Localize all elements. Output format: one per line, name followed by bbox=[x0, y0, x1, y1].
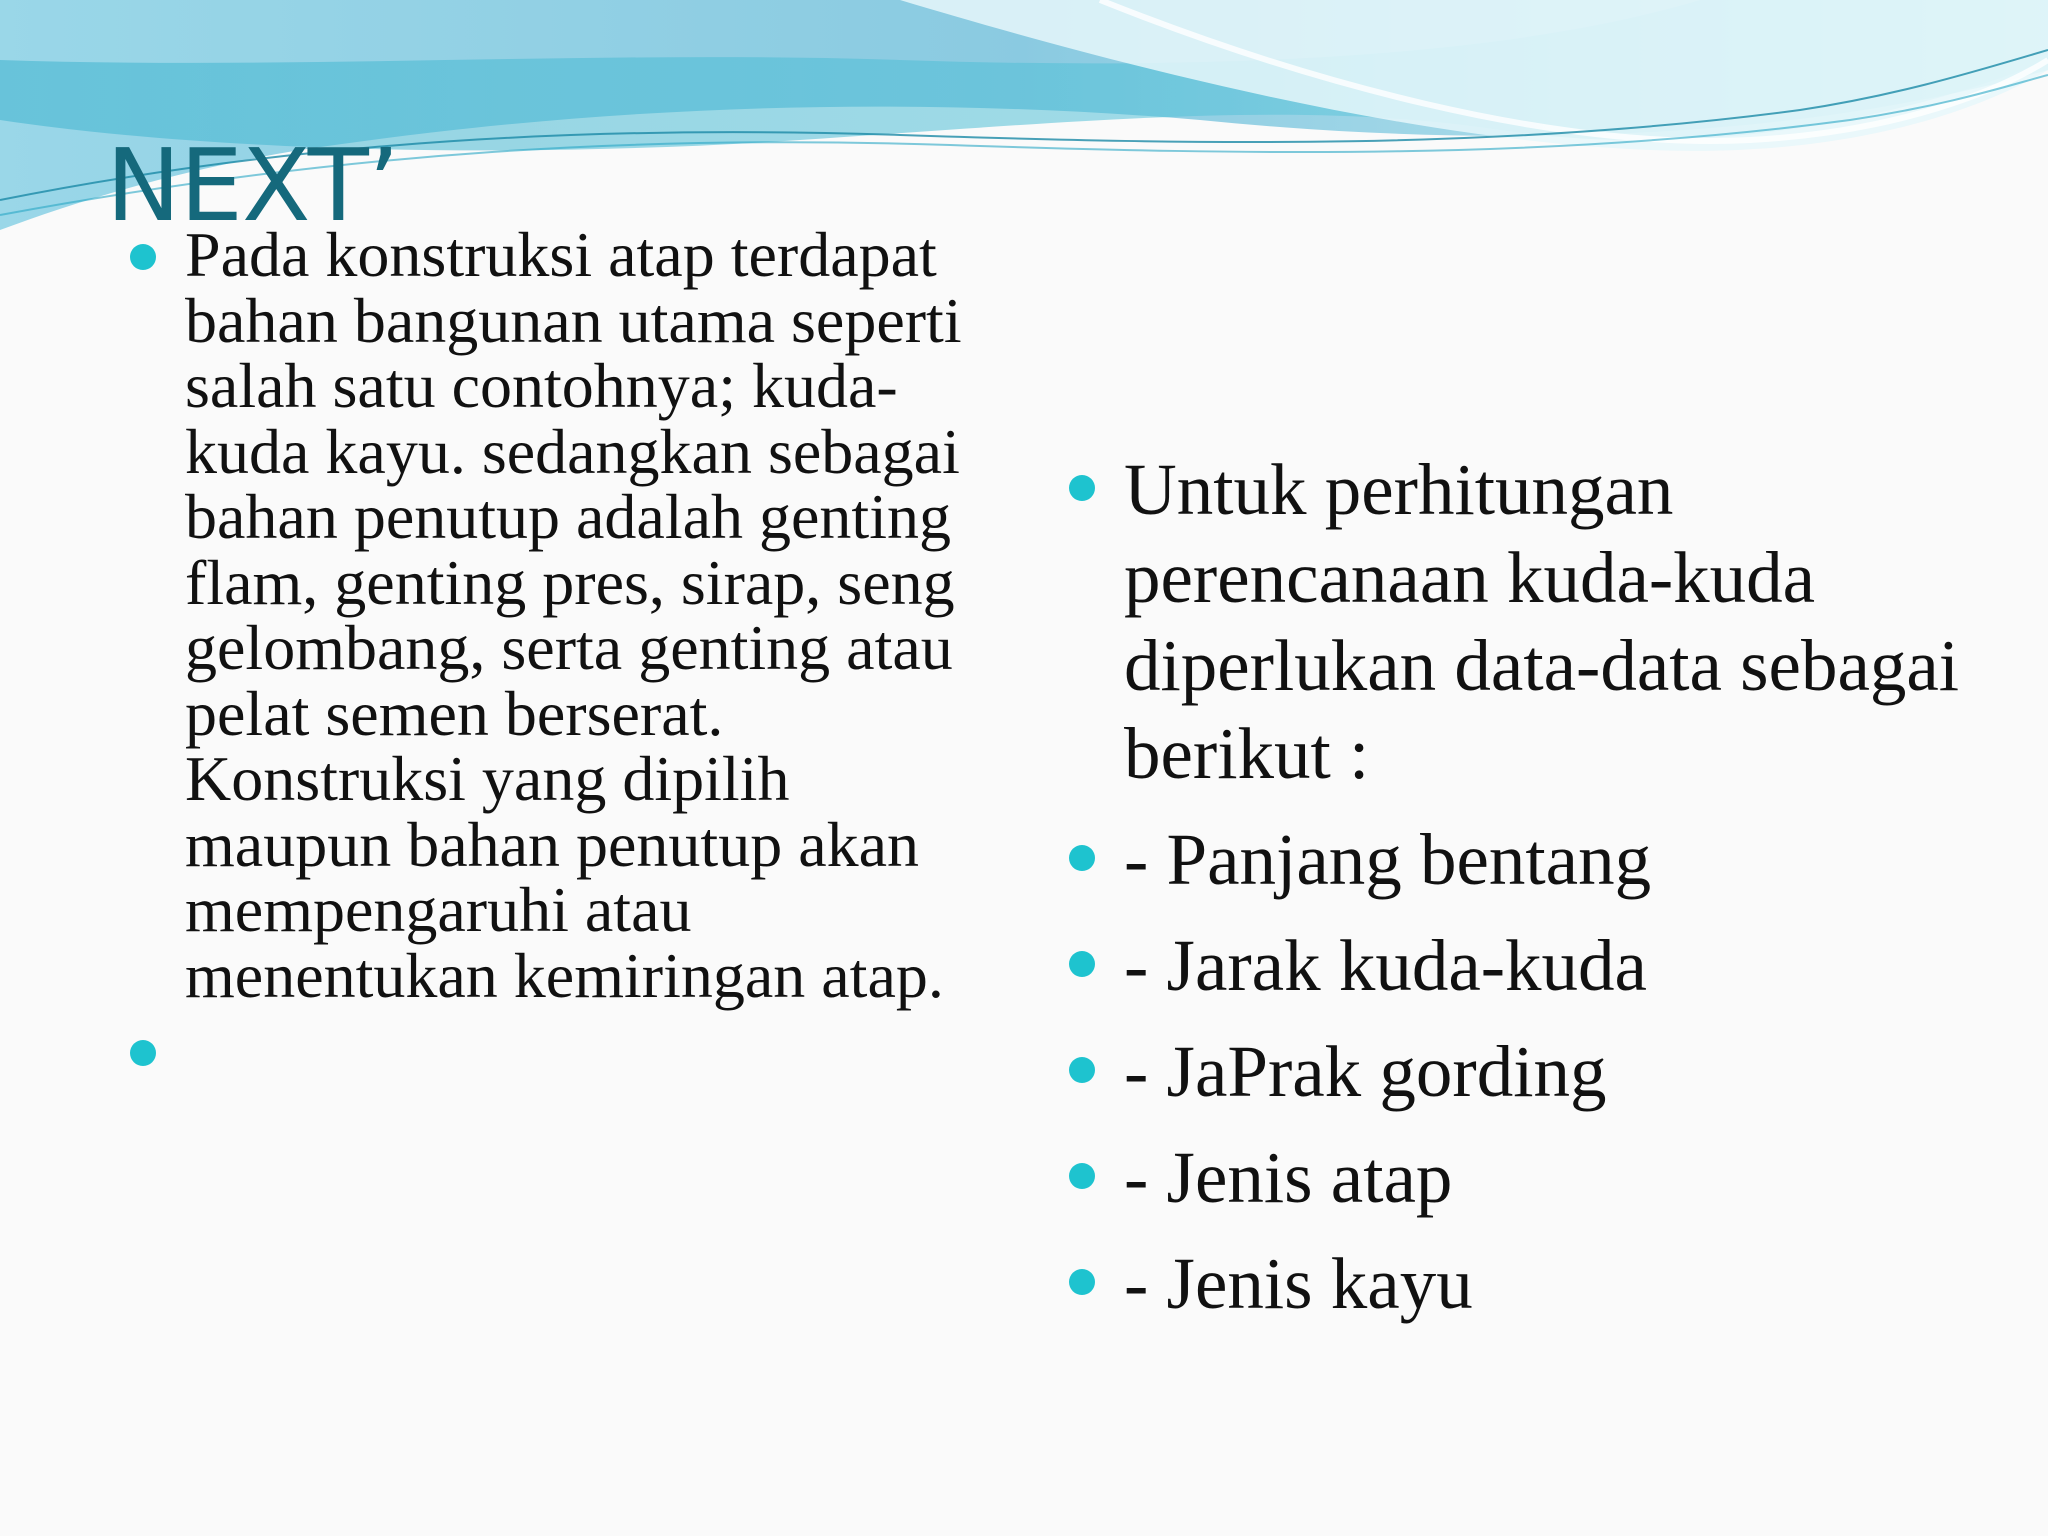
bullet-text: Pada konstruksi atap terdapat bahan bangunan utama seperti salah satu contohnya; kuda-kuda kayu. sedangkan sebagai bahan penutup adalah genting flam, genting pres, sirap, seng gelombang, serta genting atau pelat semen berserat. Konstruksi yang dipilih maupun bahan penutup akan mempengaruhi atau menentukan kemiringan atap. bbox=[185, 219, 962, 1011]
left-bullet-list bbox=[185, 219, 1005, 1083]
slide-title: NEXT’ bbox=[106, 127, 399, 244]
list-item bbox=[1124, 816, 2024, 904]
bullet-text: - Jenis kayu bbox=[1124, 1243, 1473, 1324]
bullet-text: - Jenis atap bbox=[1124, 1137, 1453, 1218]
bullet-icon bbox=[1069, 951, 1095, 977]
list-item bbox=[1124, 922, 2024, 1010]
list-item bbox=[1124, 1028, 2024, 1116]
bullet-icon bbox=[130, 244, 156, 270]
bullet-icon bbox=[130, 1040, 156, 1066]
list-item-empty bbox=[185, 1018, 1005, 1083]
bullet-text: - Jarak kuda-kuda bbox=[1124, 925, 1647, 1006]
list-item bbox=[1124, 1240, 2024, 1328]
right-bullet-list bbox=[1124, 446, 2024, 1346]
bullet-icon bbox=[1069, 1269, 1095, 1295]
list-item bbox=[1124, 446, 2024, 798]
bullet-icon bbox=[1069, 845, 1095, 871]
bullet-icon bbox=[1069, 1057, 1095, 1083]
bullet-text: - Panjang bentang bbox=[1124, 819, 1652, 900]
bullet-icon bbox=[1069, 475, 1095, 501]
list-item bbox=[185, 219, 1005, 1011]
bullet-text: - JaPrak gording bbox=[1124, 1031, 1607, 1112]
bullet-icon bbox=[1069, 1163, 1095, 1189]
bullet-text: Untuk perhitungan perencanaan kuda-kuda diperlukan data-data sebagai berikut : bbox=[1124, 449, 1960, 794]
list-item bbox=[1124, 1134, 2024, 1222]
